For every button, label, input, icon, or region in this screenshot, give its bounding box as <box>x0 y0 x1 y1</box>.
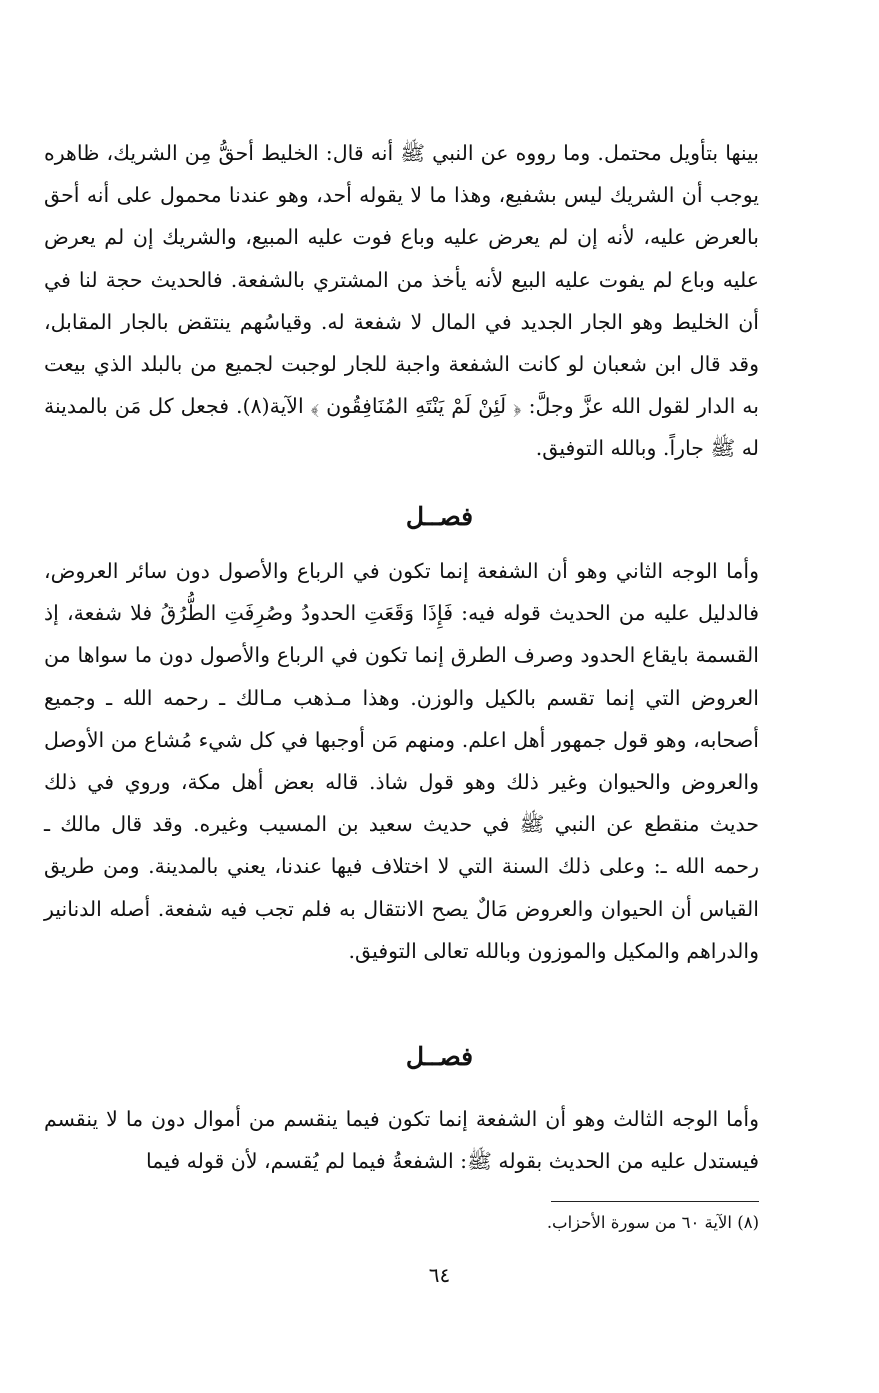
paragraph-2 <box>44 550 759 972</box>
paragraph-3 <box>44 1098 759 1182</box>
section-heading-2-text: فصــل <box>405 1042 474 1071</box>
paragraph-3-text: وأما الوجه الثالث وهو أن الشفعة إنما تكون فيما ينقسم من أموال دون ما لا ينقسم فيستدل عليه من الحديث بقوله ﷺ: الشفعةُ فيما لم يُقسم، لأن قوله فيما <box>44 1107 759 1174</box>
section-heading-1-text: فصــل <box>405 502 474 531</box>
footnote: (٨) الآية ٦٠ من سورة الأحزاب. <box>546 1213 759 1232</box>
paragraph-1-text: بينها بتأويل محتمل. وما رووه عن النبي ﷺ أنه قال: الخليط أحقُّ مِن الشريك، ظاهره يوجب أن الشريك ليس بشفيع، وهذا ما لا يقوله أحد، وهو عندنا محمول على أنه أحق بالعرض عليه، لأنه إن لم يعرض عليه وباع فوت عليه المبيع، والشريك إن لم يعرض عليه وباع لم يفوت عليه البيع لأنه يأخذ من المشتري بالشفعة. فالحديث حجة لنا في أن الخليط وهو الجار الجديد في المال لا شفعة له. وقياسُهم ينتقض بالجار المقابل، وقد قال ابن شعبان لو كانت الشفعة واجبة للجار لوجبت لجميع من بالبلد الذي بيعت به الدار لقول الله عزَّ وجلَّ: ﴿ لَئِنْ لَمْ يَنْتَهِ المُنَافِقُون ﴾ الآية(٨). فجعل كل مَن بالمدينة له ﷺ جاراً. وبالله التوفيق. <box>44 141 760 461</box>
footnote-divider <box>551 1201 759 1202</box>
section-heading-1 <box>0 500 879 534</box>
section-heading-2 <box>0 1040 879 1074</box>
page-number: ٦٤ <box>428 1263 451 1287</box>
paragraph-2-text: وأما الوجه الثاني وهو أن الشفعة إنما تكون في الرباع والأصول دون سائر العروض، فالدليل عليه من الحديث قوله فيه: فَإِذَا وَقَعَتِ الحدودُ وصُرِفَتِ الطُّرُقُ فلا شفعة، إذ القسمة بايقاع الحدود وصرف الطرق إنما تكون في الرباع والأصول دون ما سواها من العروض التي إنما تقسم بالكيل والوزن. وهذا مـذهب مـالك ـ رحمه الله ـ وجميع أصحابه، وهو قول جمهور أهل اعلم. ومنهم مَن أوجبها في كل شيء مُشاع من الأوصل والعروض والحيوان وغير ذلك وهو قول شاذ. قاله بعض أهل مكة، وروي في ذلك حديث منقطع عن النبي ﷺ في حديث سعيد بن المسيب وغيره. وقد قال مالك ـ رحمه الله ـ: وعلى ذلك السنة التي لا اختلاف فيها عندنا، يعني بالمدينة. ومن طريق القياس أن الحيوان والعروض مَالٌ يصح الانتقال به فلم تجب فيه شفعة. أصله الدنانير والدراهم والمكيل والموزون وبالله تعالى التوفيق. <box>44 559 759 963</box>
paragraph-1 <box>44 132 759 470</box>
